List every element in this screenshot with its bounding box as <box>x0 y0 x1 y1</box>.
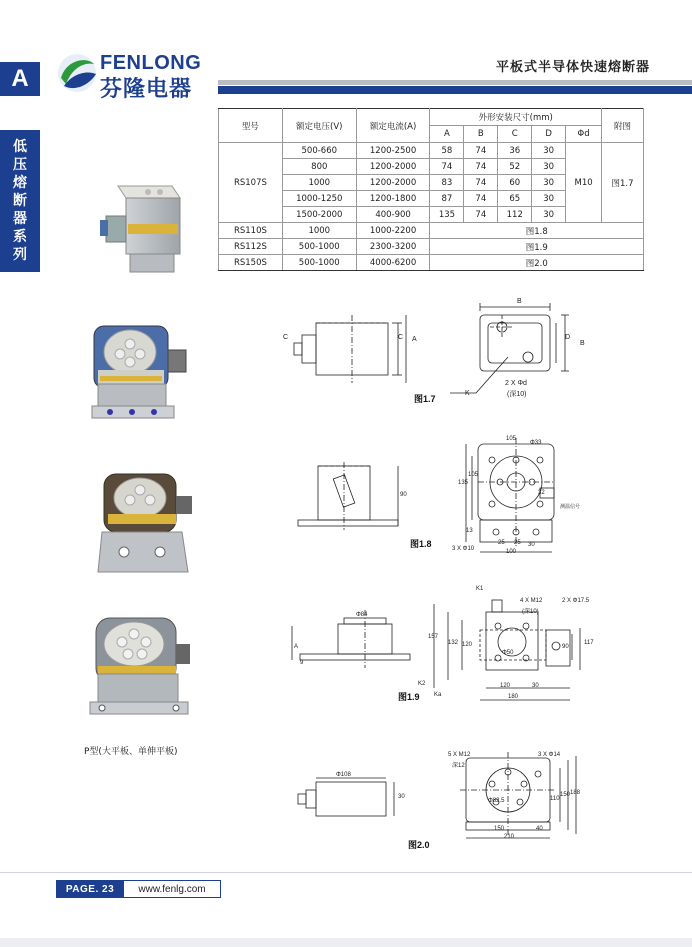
table-row <box>219 223 644 239</box>
figure-label-1-9: 图1.9 <box>398 692 420 702</box>
label-ka: Ka <box>434 692 442 698</box>
cell-current: 1200-2000 <box>356 175 430 191</box>
dim-phi84: Φ84 <box>356 612 368 618</box>
dim-180: 180 <box>508 694 519 700</box>
product-photo-rs107s <box>96 180 188 280</box>
spec-table <box>218 108 644 271</box>
cell-current: 1200-2500 <box>356 143 430 159</box>
side-tab-char: 断 <box>13 193 27 209</box>
dim-117: 117 <box>584 640 594 646</box>
page-title: 平板式半导体快速熔断器 <box>495 60 650 75</box>
cell-figure: 图1.9 <box>430 239 644 255</box>
dim-30: 30 <box>532 683 539 689</box>
dim-30: 30 <box>528 542 535 548</box>
header-a: A <box>430 126 464 143</box>
cell-a: 74 <box>430 159 464 175</box>
label-k2: K2 <box>418 681 426 687</box>
dim-120-vertical: 120 <box>462 642 473 648</box>
figure-1-9-drawing <box>284 590 600 710</box>
section-letter: A <box>0 62 40 96</box>
dim-phi82: Φ82.5 <box>488 798 505 804</box>
cell-current: 1000-2200 <box>356 223 430 239</box>
dim-phi108: Φ108 <box>336 772 351 778</box>
photo-caption: P型(大平板、单伸平板) <box>84 747 178 757</box>
dim-32: 32 <box>538 490 545 496</box>
cell-d: 30 <box>532 207 566 223</box>
header-d: D <box>532 126 566 143</box>
cell-d: 30 <box>532 191 566 207</box>
header-phid: Φd <box>566 126 602 143</box>
cell-current: 4000-6200 <box>356 255 430 271</box>
dim-90: 90 <box>562 644 569 650</box>
cell-voltage: 500-1000 <box>282 255 356 271</box>
dim-depth: (深10) <box>507 391 527 398</box>
dim-90: 90 <box>400 492 407 498</box>
cell-b: 74 <box>464 143 498 159</box>
side-tab-char: 压 <box>13 157 27 173</box>
cell-voltage: 1000-1250 <box>282 191 356 207</box>
cell-c: 112 <box>498 207 532 223</box>
cell-voltage: 800 <box>282 159 356 175</box>
figure-label-1-7: 图1.7 <box>414 394 436 404</box>
dim-135: 135 <box>458 480 469 486</box>
table-row <box>219 239 644 255</box>
cell-model: RS110S <box>219 223 283 239</box>
footer-rule <box>0 872 692 873</box>
product-photo-rs112s <box>96 468 196 576</box>
dim-105-vertical: 105 <box>468 472 479 478</box>
fenlong-logo-icon <box>56 52 98 94</box>
dim-depth12: 深12 <box>452 763 465 769</box>
side-tab-char: 系 <box>13 229 27 245</box>
dim-b-vertical: B <box>580 340 585 347</box>
dim-100: 100 <box>506 549 517 555</box>
product-photo-rs150s <box>88 610 194 720</box>
cell-b: 74 <box>464 175 498 191</box>
cell-current: 1200-1800 <box>356 191 430 207</box>
figure-label-1-8: 图1.8 <box>410 539 432 549</box>
dim-phi33: Φ33 <box>530 440 542 446</box>
header-rule-gray <box>218 80 692 85</box>
cell-current: 400-900 <box>356 207 430 223</box>
dim-150: 150 <box>560 792 571 798</box>
cell-voltage: 500-660 <box>282 143 356 159</box>
temp-signal-note: 测温信号 <box>560 504 581 510</box>
label-k1: K1 <box>476 586 484 592</box>
cell-model: RS150S <box>219 255 283 271</box>
cell-voltage: 1000 <box>282 175 356 191</box>
dim-210: 210 <box>504 834 515 840</box>
dim-40: 40 <box>536 826 543 832</box>
cell-figure: 图1.7 <box>602 143 644 223</box>
cell-c: 60 <box>498 175 532 191</box>
side-tab-char: 列 <box>13 247 27 263</box>
cell-current: 1200-2000 <box>356 159 430 175</box>
cell-model: RS107S <box>219 143 283 223</box>
dim-depth10: (深10) <box>522 609 539 615</box>
table-row <box>219 255 644 271</box>
page-number: PAGE. 23 <box>56 880 124 898</box>
dim-a: A <box>412 336 417 343</box>
cell-voltage: 1000 <box>282 223 356 239</box>
dim-188: 188 <box>570 790 581 796</box>
dim-9: 9 <box>300 660 304 666</box>
dim-105: 105 <box>506 436 517 442</box>
product-photo-rs110s <box>90 320 190 425</box>
dim-5xm12: 5 X M12 <box>448 752 471 758</box>
cell-current: 2300-3200 <box>356 239 430 255</box>
cell-phid: M10 <box>566 143 602 223</box>
dim-25b: 25 <box>514 540 521 546</box>
cell-d: 30 <box>532 175 566 191</box>
dim-d: D <box>565 334 571 341</box>
side-tab-char: 熔 <box>13 175 27 191</box>
header-current: 额定电流(A) <box>356 109 430 143</box>
header-c: C <box>498 126 532 143</box>
cell-a: 135 <box>430 207 464 223</box>
dim-157: 157 <box>428 634 439 640</box>
dim-132: 132 <box>448 640 459 646</box>
dim-b: B <box>517 298 522 305</box>
header-rule-blue <box>218 86 692 94</box>
header-model: 型号 <box>219 109 283 143</box>
series-side-tab <box>0 130 40 272</box>
cell-d: 30 <box>532 159 566 175</box>
dim-a: A <box>294 644 299 650</box>
dim-25a: 25 <box>498 540 505 546</box>
cell-voltage: 500-1000 <box>282 239 356 255</box>
header-voltage: 额定电压(V) <box>282 109 356 143</box>
cell-figure: 图2.0 <box>430 255 644 271</box>
cell-c: 52 <box>498 159 532 175</box>
dim-holes: 2 X Φd <box>505 380 527 387</box>
dim-4xm12: 4 X M12 <box>520 598 543 604</box>
brand-name-cn: 芬隆电器 <box>100 77 193 102</box>
figure-1-8-drawing <box>290 436 590 558</box>
dim-30: 30 <box>398 794 405 800</box>
dim-3xphi14: 3 X Φ14 <box>538 752 561 758</box>
dim-phi50: Φ50 <box>502 650 514 656</box>
cell-model: RS112S <box>219 239 283 255</box>
cell-a: 58 <box>430 143 464 159</box>
dim-c: C <box>283 334 289 341</box>
side-tab-char: 低 <box>13 139 27 155</box>
cell-a: 87 <box>430 191 464 207</box>
figure-2-0-drawing <box>290 748 590 848</box>
header-figure: 附图 <box>602 109 644 143</box>
website-link[interactable]: www.fenlg.com <box>124 880 221 898</box>
side-tab-char: 器 <box>13 211 27 227</box>
dim-150-horizontal: 150 <box>494 826 505 832</box>
dim-13: 13 <box>466 528 473 534</box>
header-dims: 外形安装尺寸(mm) <box>430 109 602 126</box>
dim-2xphi175: 2 X Φ17.5 <box>562 598 590 604</box>
dim-c-right: C <box>398 334 404 341</box>
dim-k: K <box>465 390 470 397</box>
cell-b: 74 <box>464 159 498 175</box>
figure-1-7-drawing <box>280 295 600 405</box>
cell-voltage: 1500-2000 <box>282 207 356 223</box>
cell-a: 83 <box>430 175 464 191</box>
brand-name-en: FENLONG <box>100 52 202 74</box>
cell-c: 65 <box>498 191 532 207</box>
cell-figure: 图1.8 <box>430 223 644 239</box>
table-row <box>219 143 644 159</box>
bottom-band <box>0 938 692 947</box>
dim-110: 110 <box>550 796 560 802</box>
cell-d: 30 <box>532 143 566 159</box>
dim-120: 120 <box>500 683 511 689</box>
cell-c: 36 <box>498 143 532 159</box>
cell-b: 74 <box>464 207 498 223</box>
cell-b: 74 <box>464 191 498 207</box>
figure-label-2-0: 图2.0 <box>408 840 430 850</box>
dim-holes-phi10: 3 X Φ10 <box>452 546 475 552</box>
header-b: B <box>464 126 498 143</box>
